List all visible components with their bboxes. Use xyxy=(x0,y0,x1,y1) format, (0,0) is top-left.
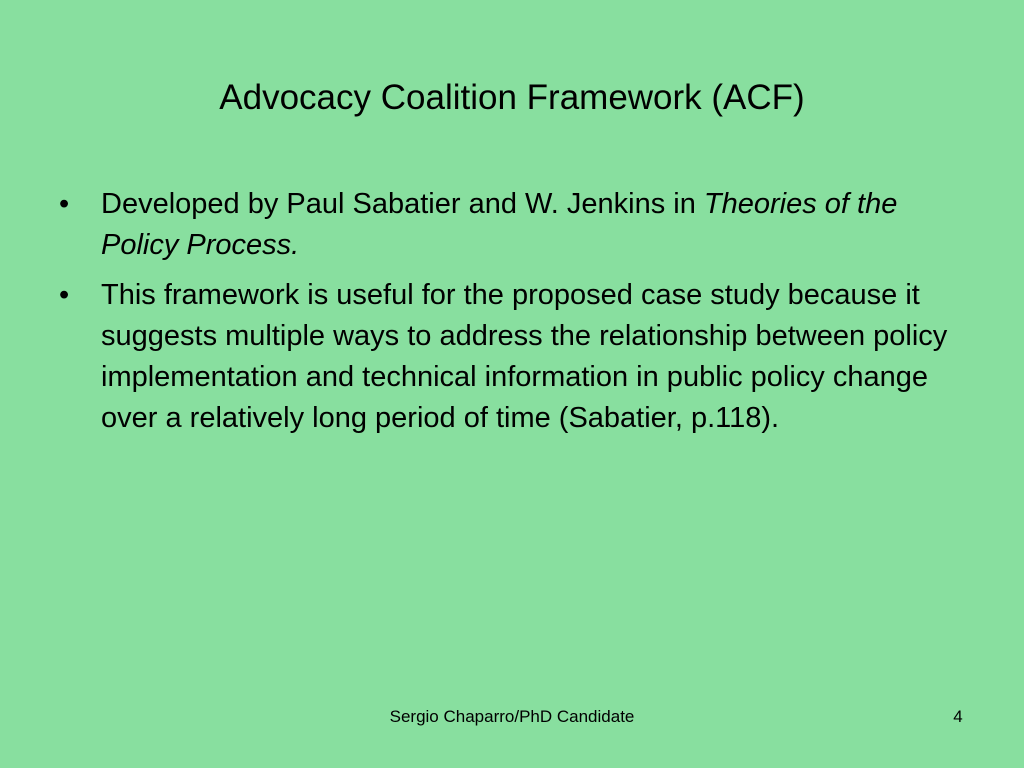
slide-title: Advocacy Coalition Framework (ACF) xyxy=(219,78,805,117)
bullet-marker: • xyxy=(59,188,70,220)
bullet-item xyxy=(55,275,975,439)
page-number: 4 xyxy=(953,707,963,726)
bullet-marker: • xyxy=(59,279,70,311)
bullet-text: Developed by Paul Sabatier and W. Jenkins in xyxy=(101,188,704,220)
bullet-list xyxy=(55,184,975,448)
footer-author: Sergio Chaparro/PhD Candidate xyxy=(389,707,635,726)
bullet-text-italic: Theories of the Policy Process. xyxy=(101,188,898,261)
bullet-text: This framework is useful for the proposed case study because it suggests multiple ways to address the relationship between policy implementation and technical information in public policy change over a relatively long period of time (Sabatier, p.118). xyxy=(101,279,948,434)
bullet-item xyxy=(55,184,975,266)
